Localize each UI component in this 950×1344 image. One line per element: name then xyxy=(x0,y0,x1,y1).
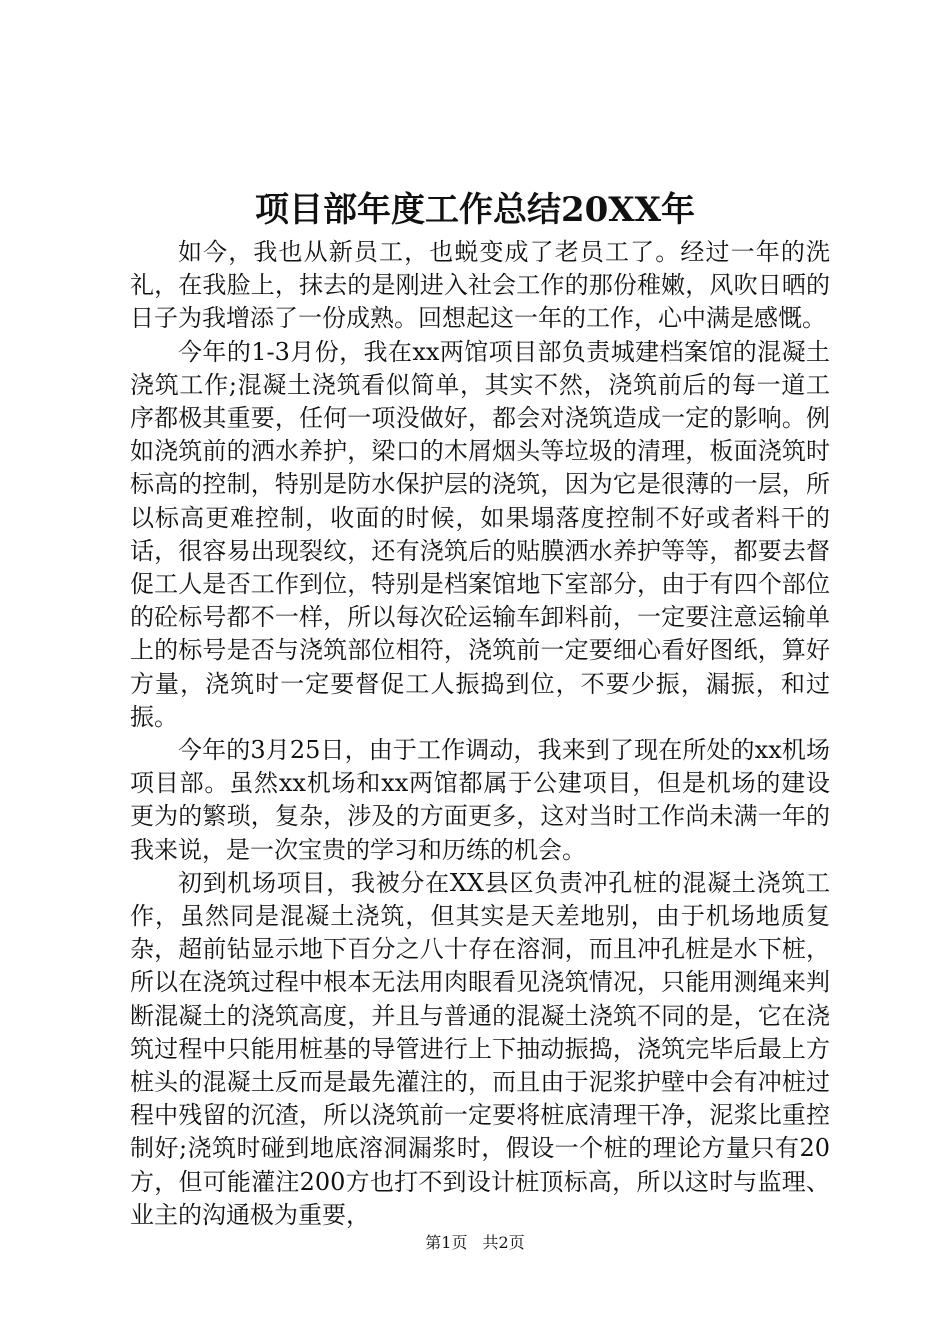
paragraph: 如今，我也从新员工，也蜕变成了老员工了。经过一年的洗礼，在我脸上，抹去的是刚进入社会工作的那份稚嫩，风吹日晒的日子为我增添了一份成熟。回想起这一年的工作，心中满是感慨。 xyxy=(130,238,830,333)
paragraph: 初到机场项目，我被分在XX县区负责冲孔桩的混凝土浇筑工作，虽然同是混凝土浇筑，但其实是天差地别，由于机场地质复杂，超前钻显示地下百分之八十存在溶洞，而且冲孔桩是水下桩，所以在浇筑过程中根本无法用肉眼看见浇筑情况，只能用测绳来判断混凝土的浇筑高度，并且与普通的混凝土浇筑不同的是，它在浇筑过程中只能用桩基的导管进行上下抽动振捣，浇筑完毕后最上方桩头的混凝土反而是最先灌注的，而且由于泥浆护壁中会有冲桩过程中残留的沉渣，所以浇筑前一定要将桩底清理干净，泥浆比重控制好;浇筑时碰到地底溶洞漏浆时，假设一个桩的理论方量只有20方，但可能灌注200方也打不到设计桩顶标高，所以这时与监理、业主的沟通极为重要， xyxy=(130,868,830,1229)
page-number: 第1页 xyxy=(425,1233,468,1252)
paragraph: 今年的1-3月份，我在xx两馆项目部负责城建档案馆的混凝土浇筑工作;混凝土浇筑看似简单，其实不然，浇筑前后的每一道工序都极其重要，任何一项没做好，都会对浇筑造成一定的影响。例如浇筑前的洒水养护，梁口的木屑烟头等垃圾的清理，板面浇筑时标高的控制，特别是防水保护层的浇筑，因为它是很薄的一层，所以标高更难控制，收面的时候，如果塌落度控制不好或者料干的话，很容易出现裂纹，还有浇筑后的贴膜洒水养护等等，都要去督促工人是否工作到位，特别是档案馆地下室部分，由于有四个部位的砼标号都不一样，所以每次砼运输车卸料前，一定要注意运输单上的标号是否与浇筑部位相符，浇筑前一定要细心看好图纸，算好方量，浇筑时一定要督促工人振捣到位，不要少振，漏振，和过振。 xyxy=(130,337,830,731)
page-title: 项目部年度工作总结20XX年 xyxy=(254,190,696,230)
paragraph: 今年的3月25日，由于工作调动，我来到了现在所处的xx机场项目部。虽然xx机场和xx两馆都属于公建项目，但是机场的建设更为的繁琐，复杂，涉及的方面更多，这对当时工作尚未满一年的我来说，是一次宝贵的学习和历练的机会。 xyxy=(130,736,830,864)
page-total: 共2页 xyxy=(482,1233,525,1252)
document-body xyxy=(130,236,830,1232)
page-footer xyxy=(0,1232,950,1254)
